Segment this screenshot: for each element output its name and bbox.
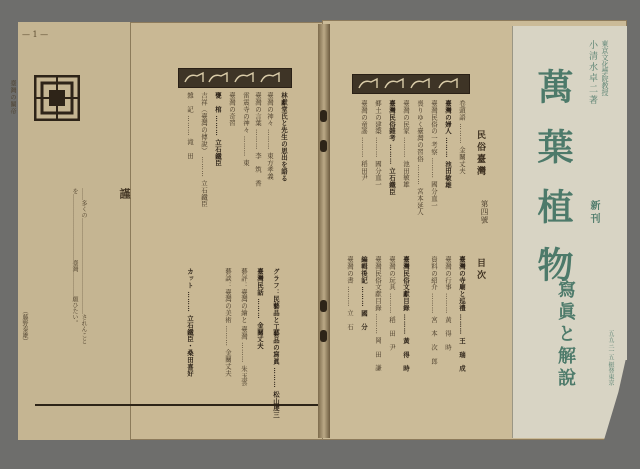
toc-entry: 臺灣の玩具 ……… 稻 田 尹 [388, 256, 396, 351]
toc-entry: 臺灣の民家 ……… 池田敏雄 [402, 100, 410, 188]
toc-entry: 藝談：臺灣の美術 ……… 金關丈夫 [224, 268, 232, 377]
leaf-heading: 謹 [118, 188, 131, 199]
toc-entry: 臺灣民俗文獻目錄 ……… 岡 田 謙 [374, 256, 382, 372]
toc-entry: 臺灣民俗文獻目錄 ……… 黃 得 時 [402, 256, 410, 372]
toc-entry: カット ……… 立石鐵臣・桑田喜好 [186, 268, 194, 377]
ad-title-char: 萬 [532, 68, 574, 104]
toc-entry: 編輯後記 ……… 國 分 [360, 256, 368, 331]
ad-author-note: 小清水卓二著 [587, 40, 597, 106]
toc-entry: 臺灣の言葉 ……… 李 筑 香 [254, 92, 262, 187]
toc-entry: 臺灣の寺廟と巡禮 ……… 王 瑞 成 [458, 256, 466, 372]
leaf-byline: （藤野泰雄） [21, 308, 28, 344]
toc-entry: 雜 記 ……… 滝 田 [186, 92, 194, 160]
ad-publisher-note: 東京文化學院教授 [601, 40, 609, 96]
ad-title-char: 葉 [532, 128, 574, 164]
toc-entry: 臺灣の行事 ……… 黃 得 時 [444, 256, 452, 351]
leaf-side-title: 臺灣の關帝 [9, 80, 16, 115]
book-spine [318, 24, 330, 438]
toc-entry: 甕 棺 ……… 立石鐵臣 [214, 92, 222, 167]
ad-footer: 五五三一五 振替東京 [607, 330, 614, 386]
binding-stitch [320, 140, 327, 152]
ad-title-char: 物 [532, 246, 574, 282]
animal-frieze-right [352, 74, 470, 94]
ad-subtitle: 寫眞と解說 [555, 280, 576, 390]
toc-entry: 臺灣民話 ……… 金關丈夫 [256, 268, 264, 350]
binding-stitch [320, 330, 327, 342]
ad-new-label: 新刊 [588, 200, 599, 226]
toc-entry: 吉祥（臺灣の傳說） ……… 立石鐵臣 [200, 92, 208, 208]
binding-stitch [320, 110, 327, 122]
leaf-page-number: — 1 — [22, 30, 49, 39]
toc-entry: 臺灣民俗の一考察 ……… 國分直一 [430, 100, 438, 209]
animal-frieze-left [178, 68, 292, 88]
toc-entry: 臺灣民俗雜考 ……… 立石鐵臣 [388, 100, 396, 196]
toc-entry: 臺灣の奇習 [228, 92, 236, 127]
toc-entry: グラフ：民藝品と工藝品の寫眞 ……… 松山虔三 [272, 268, 280, 419]
toc-label: 目次 [475, 258, 485, 282]
leaf-body-text: ……多くの…………………………………………されんことを……………………………臺灣…………願ひたい。 [71, 188, 87, 344]
leaf-rule [35, 404, 325, 406]
toc-entry: 臺灣の婦人 ……… 池田敏雄 [444, 100, 452, 189]
toc-entry: 郷土の建築 ……… 國分直一 [374, 100, 382, 188]
toc-entry: 喪りゆく臺灣の習俗 ……… 宮本延人 [416, 100, 424, 216]
lattice-pattern [34, 75, 80, 121]
issue-number: 第四號 [480, 200, 489, 224]
magazine-title: 民俗臺灣 [475, 130, 485, 178]
ad-title-char: 植 [532, 188, 574, 224]
toc-entry: 資料の紹介 ……… 宮 本 次 郎 [430, 256, 438, 365]
toc-entry: 臺灣の書 ……… 立 石 [346, 256, 354, 331]
binding-stitch [320, 300, 327, 312]
toc-entry: 臺灣の童謠 ……… 稻田尹 [360, 100, 368, 181]
toc-entry: 林獻堂氏と先生の思出を語る [280, 92, 288, 182]
toc-entry: 卷頭語 ……… 金關丈夫 [458, 100, 466, 175]
toc-entry: 雷震寺の神々 ……… 東 [242, 92, 250, 167]
toc-entry: 臺灣の神々 ……… 東方孝義 [266, 92, 274, 180]
toc-entry: 藝評：臺灣の繪と 臺灣 ……… 朱玉雲 [240, 268, 248, 386]
